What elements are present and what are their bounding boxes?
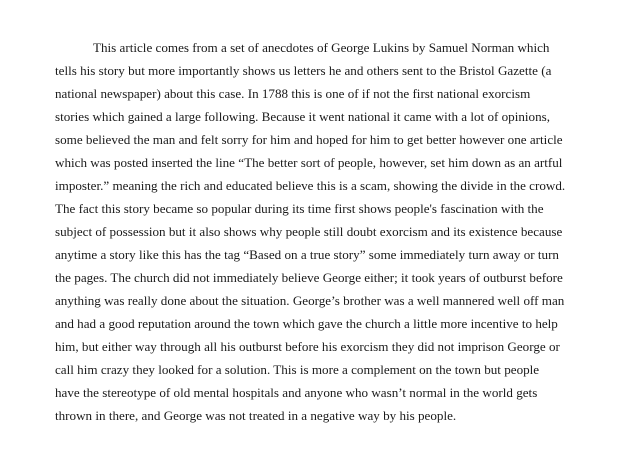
paragraph-line: anything was really done about the situation. George’s brother was a well mannered well off man	[55, 293, 565, 308]
paragraph-line: subject of possession but it also shows why people still doubt exorcism and its existence because	[55, 224, 563, 239]
paragraph-line: some believed the man and felt sorry for him and hoped for him to get better however one article	[55, 132, 563, 147]
paragraph-line: which was posted inserted the line “The better sort of people, however, set him down as an artful	[55, 155, 563, 170]
paragraph-line: tells his story but more importantly shows us letters he and others sent to the Bristol Gazette (a	[55, 63, 552, 78]
paragraph-line: thrown in there, and George was not treated in a negative way by his people.	[55, 408, 457, 423]
body-paragraph	[55, 36, 615, 427]
paragraph-line: him, but either way through all his outburst before his exorcism they did not imprison George or	[55, 339, 560, 354]
paragraph-line: This article comes from a set of anecdotes of George Lukins by Samuel Norman which	[93, 40, 550, 55]
paragraph-line: national newspaper) about this case. In 1788 this is one of if not the first national exorcism	[55, 86, 531, 101]
paragraph-line: and had a good reputation around the town which gave the church a little more incentive to help	[55, 316, 558, 331]
paragraph-line: have the stereotype of old mental hospitals and anyone who wasn’t normal in the world gets	[55, 385, 538, 400]
paragraph-line: anytime a story like this has the tag “Based on a true story” some immediately turn away or turn	[55, 247, 559, 262]
paragraph-line: imposter.” meaning the rich and educated believe this is a scam, showing the divide in the crowd.	[55, 178, 566, 193]
paragraph-line: The fact this story became so popular during its time first shows people's fascination with the	[55, 201, 544, 216]
paragraph-line: call him crazy they looked for a solution. This is more a complement on the town but people	[55, 362, 540, 377]
paragraph-line: stories which gained a large following. Because it went national it came with a lot of opinions,	[55, 109, 551, 124]
paragraph-line: the pages. The church did not immediately believe George either; it took years of outburst before	[55, 270, 563, 285]
